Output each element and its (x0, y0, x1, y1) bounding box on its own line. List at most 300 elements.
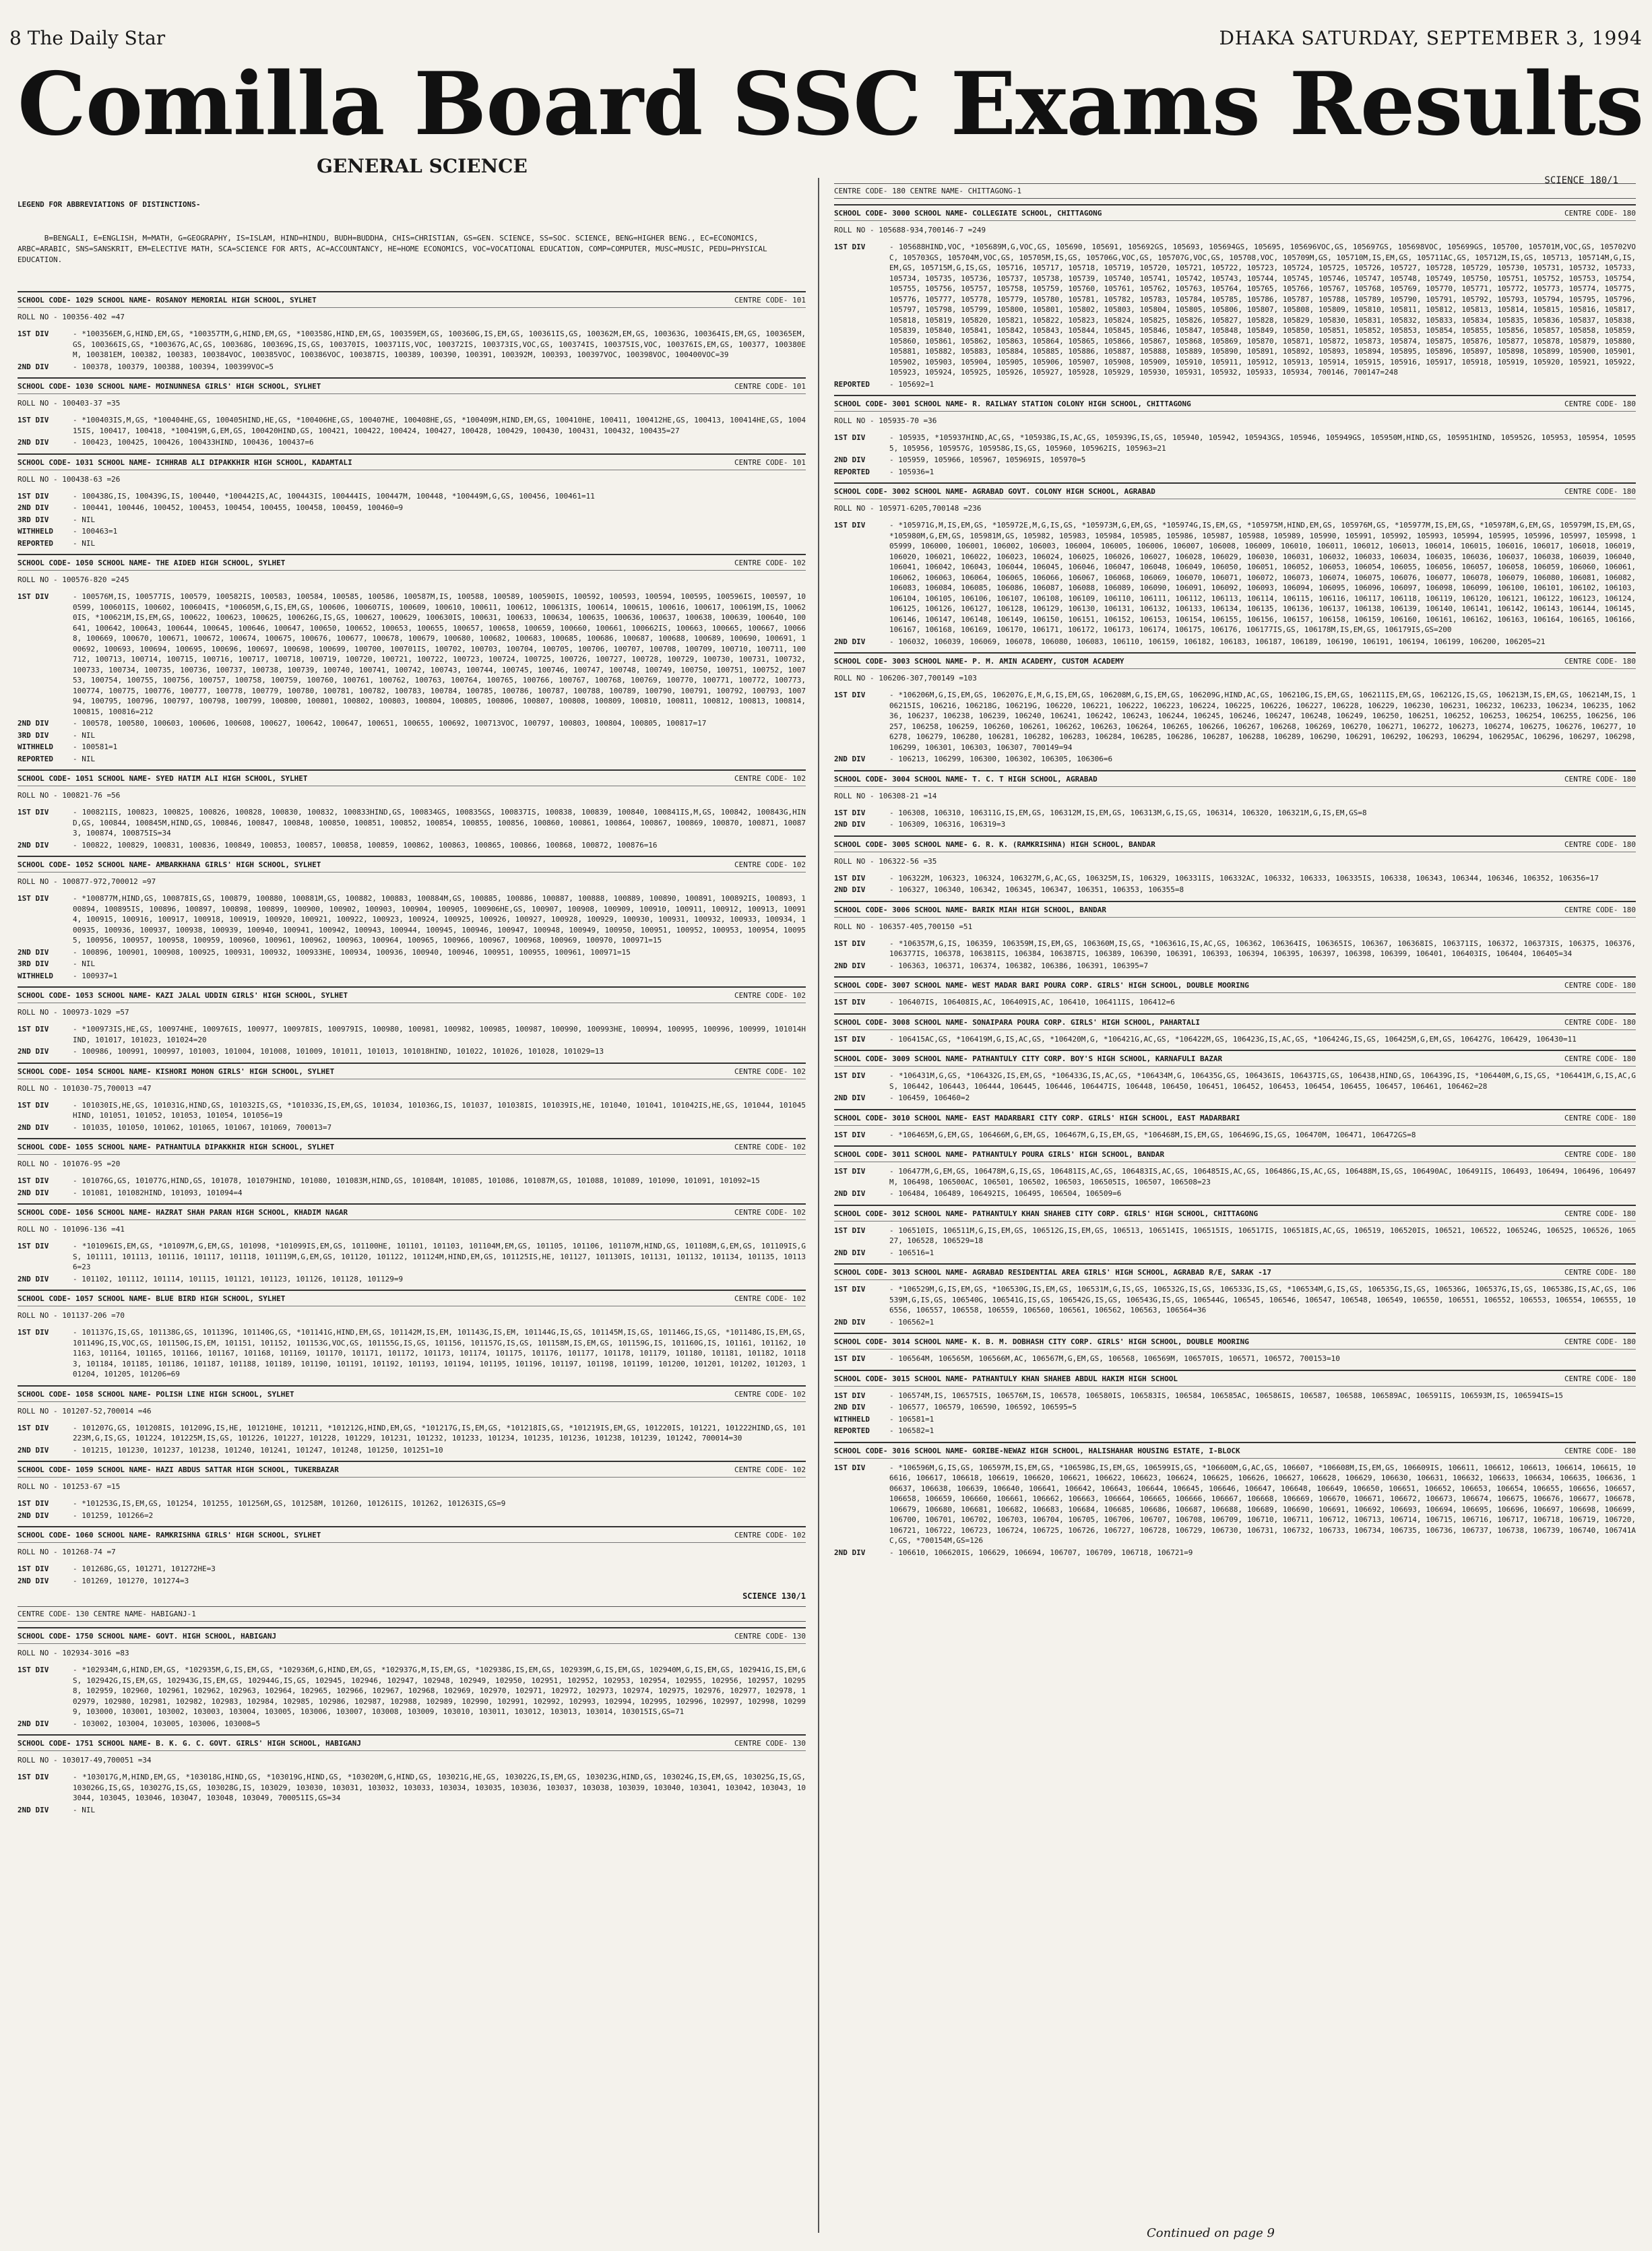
division-label: 1ST DIV (834, 1071, 866, 1080)
school-block (18, 986, 806, 1057)
centre-code: CENTRE CODE- 102 (734, 1531, 806, 1540)
school-header (18, 1138, 806, 1155)
division-rolls: - 101269, 101270, 101274=3 (73, 1576, 189, 1585)
division-rolls: - 106510IS, 106511M,G,IS,EM,GS, 106512G,IS,EM,GS, 106513, 106514IS, 106515IS, 106517IS, 106518IS,AC,GS, 106519, 106520IS, 106521, 106522, 106524G, 106525, 106526, 106527, 106528, 106529=18 (889, 1226, 1636, 1245)
division-label: 1ST DIV (18, 1242, 49, 1250)
division-label: 1ST DIV (18, 1328, 49, 1337)
division-rolls: - 100438G,IS, 100439G,IS, 100440, *100442IS,AC, 100443IS, 100444IS, 100447M, 100448, *100449M,G,GS, 100456, 100461=11 (73, 491, 595, 501)
division-row (834, 520, 1636, 635)
division-row (834, 1034, 1636, 1045)
division-rolls: - *100973IS,HE,GS, 100974HE, 100976IS, 100977, 100978IS, 100979IS, 100980, 100981, 100982, 100985, 100987, 100990, 100993HE, 100994, 100995, 100996, 100999, 101014HIND, 101017, 101023, 101024=20 (73, 1025, 806, 1044)
page-title: Comilla Board SSC Exams Results (18, 54, 1644, 155)
division-label: 2ND DIV (834, 637, 866, 646)
division-label: 1ST DIV (834, 433, 866, 442)
centre-code: CENTRE CODE- 180 (1564, 1113, 1636, 1122)
division-label: 3RD DIV (18, 959, 49, 968)
division-label: WITHHELD (18, 971, 53, 980)
division-row (834, 885, 1636, 895)
roll-range: ROLL NO - 106357-405,700150 =51 (834, 922, 973, 931)
division-row (834, 1426, 1636, 1436)
school-header (18, 453, 806, 470)
centre-code: CENTRE CODE- 180 (1564, 905, 1636, 914)
division-rolls: - 101215, 101230, 101237, 101238, 101240, 101241, 101247, 101248, 101250, 101251=10 (73, 1445, 443, 1455)
school-block (834, 1109, 1636, 1141)
school-block (18, 1461, 806, 1521)
school-header (834, 1263, 1636, 1280)
roll-range: ROLL NO - 100973-1029 =57 (18, 1008, 129, 1017)
division-rolls: - 105959, 105966, 105967, 105969IS, 105970=5 (889, 455, 1086, 464)
division-row (834, 455, 1636, 466)
division-row (18, 730, 806, 741)
centre-code: CENTRE CODE- 102 (734, 1208, 806, 1217)
centre-code: CENTRE CODE- 180 (1564, 1337, 1636, 1346)
division-row (18, 1188, 806, 1199)
division-row (18, 362, 806, 373)
school-name: SCHOOL CODE- 3005 SCHOOL NAME- G. R. K. (RAMKRISHNA) HIGH SCHOOL, BANDAR (834, 839, 1155, 849)
division-rolls: - 106516=1 (889, 1248, 934, 1257)
division-rolls: - 101207G,GS, 101208IS, 101209G,IS,HE, 101210HE, 101211, *101212G,HIND,EM,GS, *101217G,IS,EM,GS, *101218IS,GS, *101219IS,EM,GS, 101220IS, 101221, 101222HIND,GS, 101223M,G,IS,GS, 101224, 101225M,IS,GS, 101226, 101227, 101228, 101229, 101231, 101232, 101233, 101234, 101235, 101236, 101238, 101239, 101242, 700014=30 (73, 1423, 806, 1442)
division-label: 1ST DIV (18, 1773, 49, 1781)
section-tag: SCIENCE 180/1 (1544, 175, 1618, 186)
school-block (18, 453, 806, 549)
centre-header-right: CENTRE CODE- 180 CENTRE NAME- CHITTAGONG-1 (834, 183, 1636, 199)
school-header (834, 1442, 1636, 1459)
division-row (18, 1445, 806, 1456)
centre-code: CENTRE CODE- 102 (734, 774, 806, 783)
centre-code: CENTRE CODE- 180 (1564, 1209, 1636, 1218)
division-label: 1ST DIV (18, 416, 49, 424)
centre-code: CENTRE CODE- 180 (1564, 839, 1636, 849)
centre-code: CENTRE CODE- 102 (734, 1067, 806, 1076)
division-label: 2ND DIV (834, 755, 866, 763)
division-rolls: - *101096IS,EM,GS, *101097M,G,EM,GS, 101098, *101099IS,EM,GS, 101100HE, 101101, 101103, 101104M,EM,GS, 101105, 101106, 101107M,HIND,GS, 101108M,G,EM,GS, 101109IS,GS, 101111, 101113, 101116, 101117, 101118, 101119M,G,EM,GS, 101120, 101122, 101124M,HIND,EM,GS, 101125IS,HE, 101127, 101130IS, 101131, 101132, 101134, 101135, 101136=23 (73, 1242, 806, 1271)
division-rolls: - *106357M,G,IS, 106359, 106359M,IS,EM,GS, 106360M,IS,GS, *106361G,IS,AC,GS, 106362, 106364IS, 106365IS, 106367, 106368IS, 106371IS, 106372, 106373IS, 106375, 106376, 106377IS, 106378, 106381IS, 106384, 106387IS, 106389, 106390, 106391, 106393, 106394, 106395, 106397, 106398, 106399, 106401, 106403IS, 106404, 106405=34 (889, 939, 1636, 958)
division-label: WITHHELD (18, 742, 53, 751)
division-row (18, 1576, 806, 1587)
division-rolls: - 100896, 100901, 100908, 100925, 100931, 100932, 100933HE, 100934, 100936, 100940, 100946, 100951, 100955, 100961, 100971=15 (73, 947, 631, 957)
school-block (834, 1263, 1636, 1327)
division-label: 1ST DIV (834, 1285, 866, 1294)
division-rolls: - 103002, 103004, 103005, 103006, 103008=5 (73, 1719, 261, 1728)
page-number-logo: 8 The Daily Star (9, 27, 166, 49)
division-row (834, 467, 1636, 478)
division-label: 2ND DIV (18, 1188, 49, 1197)
division-row (834, 939, 1636, 959)
division-rolls: - NIL (73, 754, 96, 763)
school-name: SCHOOL CODE- 3013 SCHOOL NAME- AGRABAD RESIDENTIAL AREA GIRLS' HIGH SCHOOL, AGRABAD R/E, SARAK -17 (834, 1268, 1272, 1277)
division-rolls: - NIL (73, 538, 96, 548)
school-block (834, 482, 1636, 647)
division-rolls: - 106562=1 (889, 1317, 934, 1327)
school-block (18, 1734, 806, 1815)
division-row (834, 690, 1636, 753)
roll-range: ROLL NO - 105971-6205,700148 =236 (834, 504, 982, 513)
division-row (18, 947, 806, 958)
division-row (18, 1327, 806, 1380)
division-row (834, 1130, 1636, 1141)
division-rolls: - 100423, 100425, 100426, 100433HIND, 100436, 100437=6 (73, 438, 314, 447)
division-label: 3RD DIV (18, 515, 49, 524)
division-label: 1ST DIV (834, 521, 866, 530)
roll-range: ROLL NO - 101268-74 =7 (18, 1548, 116, 1556)
division-row (834, 1463, 1636, 1546)
school-name: SCHOOL CODE- 3004 SCHOOL NAME- T. C. T HIGH SCHOOL, AGRABAD (834, 774, 1098, 784)
division-label: 1ST DIV (834, 939, 866, 948)
school-block (834, 1145, 1636, 1199)
school-block (18, 1290, 806, 1380)
division-label: 2ND DIV (834, 820, 866, 829)
school-header (18, 1385, 806, 1402)
division-row (18, 893, 806, 946)
school-header (834, 204, 1636, 221)
division-label: 2ND DIV (18, 840, 49, 850)
centre-code: CENTRE CODE- 102 (734, 860, 806, 869)
division-rolls: - 105692=1 (889, 379, 934, 389)
division-rolls: - 106032, 106039, 106069, 106078, 106080, 106083, 106110, 106159, 106182, 106183, 106187, 106189, 106190, 106191, 106194, 106199, 106200, 106205=21 (889, 637, 1546, 646)
division-rolls: - *106465M,G,EM,GS, 106466M,G,EM,GS, 106467M,G,IS,EM,GS, *106468M,IS,EM,GS, 106469G,IS,GS, 106470M, 106471, 106472GS=8 (889, 1130, 1416, 1139)
school-name: SCHOOL CODE- 1055 SCHOOL NAME- PATHANTULA DIPAKKHIR HIGH SCHOOL, SYLHET (18, 1143, 335, 1151)
school-header (834, 1013, 1636, 1030)
division-label: 1ST DIV (18, 1176, 49, 1185)
division-label: 2ND DIV (18, 947, 49, 957)
division-rolls: - 106363, 106371, 106374, 106382, 106386, 106391, 106395=7 (889, 961, 1149, 970)
school-block (834, 1442, 1636, 1558)
school-header (18, 1526, 806, 1543)
division-rolls: - 101030IS,HE,GS, 101031G,HIND,GS, 101032IS,GS, *101033G,IS,EM,GS, 101034, 101036G,IS, 101037, 101038IS, 101039IS,HE, 101040, 101041, 101042IS,HE,GS, 101044, 101045HIND, 101051, 101052, 101053, 101054, 101056=19 (73, 1100, 806, 1120)
school-name: SCHOOL CODE- 1060 SCHOOL NAME- RAMKRISHNA GIRLS' HIGH SCHOOL, SYLHET (18, 1531, 321, 1540)
results-list (18, 291, 806, 1586)
division-rolls: - 106610, 106620IS, 106629, 106694, 106707, 106709, 106718, 106721=9 (889, 1548, 1193, 1557)
school-block (834, 835, 1636, 895)
school-name: SCHOOL CODE- 1052 SCHOOL NAME- AMBARKHANA GIRLS' HIGH SCHOOL, SYLHET (18, 860, 321, 869)
division-rolls: - 100441, 100446, 100452, 100453, 100454, 100455, 100458, 100459, 100460=9 (73, 503, 404, 512)
division-label: 1ST DIV (18, 1423, 49, 1432)
roll-range: ROLL NO - 100356-402 =47 (18, 313, 125, 321)
division-row (834, 1414, 1636, 1425)
school-block (834, 1205, 1636, 1259)
division-label: 2ND DIV (18, 1445, 49, 1455)
centre-code: CENTRE CODE- 180 (1564, 1446, 1636, 1455)
division-row (18, 1122, 806, 1133)
division-row (18, 1719, 806, 1730)
school-header (834, 976, 1636, 993)
centre-code: CENTRE CODE- 101 (734, 457, 806, 467)
school-header (18, 986, 806, 1003)
division-label: 2ND DIV (834, 455, 866, 464)
school-name: SCHOOL CODE- 1054 SCHOOL NAME- KISHORI MOHON GIRLS' HIGH SCHOOL, SYLHET (18, 1067, 335, 1076)
section-tag-2: SCIENCE 130/1 (742, 1591, 806, 1601)
division-label: 1ST DIV (18, 592, 49, 601)
division-label: 1ST DIV (18, 1025, 49, 1034)
school-name: SCHOOL CODE- 3012 SCHOOL NAME- PATHANTULY KHAN SHAHEB CITY CORP. GIRLS' HIGH SCHOOL, CHITTAGONG (834, 1209, 1259, 1218)
results-list-right (834, 204, 1636, 1558)
centre-code: CENTRE CODE- 180 (1564, 1054, 1636, 1063)
centre-code: CENTRE CODE- 180 (1564, 1017, 1636, 1027)
centre-code: CENTRE CODE- 101 (734, 296, 806, 305)
school-name: SCHOOL CODE- 3007 SCHOOL NAME- WEST MADAR BARI POURA CORP. GIRLS' HIGH SCHOOL, DOUBLE MOORING (834, 981, 1249, 990)
school-header (834, 1145, 1636, 1162)
roll-range: ROLL NO - 106322-56 =35 (834, 856, 937, 866)
school-name: SCHOOL CODE- 3000 SCHOOL NAME- COLLEGIATE SCHOOL, CHITTAGONG (834, 209, 1102, 218)
school-name: SCHOOL CODE- 1058 SCHOOL NAME- POLISH LINE HIGH SCHOOL, SYLHET (18, 1389, 294, 1399)
division-row (18, 1274, 806, 1285)
division-row (18, 415, 806, 436)
division-label: 1ST DIV (18, 1666, 49, 1674)
division-rolls: - 100822, 100829, 100831, 100836, 100849, 100853, 100857, 100858, 100859, 100862, 100863, 100865, 100866, 100868, 100872, 100876=16 (73, 840, 658, 850)
division-rolls: - 101076G,GS, 101077G,HIND,GS, 101078, 101079HIND, 101080, 101083M,HIND,GS, 101084M, 101085, 101086, 101087M,GS, 101088, 101089, 101090, 101091, 101092=15 (73, 1176, 760, 1185)
division-row (18, 1498, 806, 1509)
school-block (18, 1063, 806, 1133)
division-label: REPORTED (834, 379, 870, 389)
division-label: 1ST DIV (834, 1354, 866, 1363)
division-row (18, 718, 806, 729)
centre-code: CENTRE CODE- 102 (734, 1143, 806, 1151)
school-header (18, 856, 806, 873)
division-rolls: - 106574M,IS, 106575IS, 106576M,IS, 106578, 106580IS, 106583IS, 106584, 106585AC, 106586IS, 106587, 106588, 106589AC, 106591IS, 106593M,IS, 106594IS=15 (889, 1391, 1564, 1400)
division-label: 1ST DIV (834, 873, 866, 883)
division-rolls: - 105935, *105937HIND,AC,GS, *105938G,IS,AC,GS, 105939G,IS,GS, 105940, 105942, 105943GS, 105946, 105949GS, 105950M,HIND,GS, 105951HIND, 105952G, 105953, 105954, 105955, 105956, 105957G, 105958G,IS,GS, 105960, 105962IS, 105963=21 (889, 433, 1636, 453)
division-label: WITHHELD (834, 1414, 870, 1424)
school-header (18, 769, 806, 786)
division-row (18, 1046, 806, 1057)
school-block (834, 1333, 1636, 1364)
division-label: 2ND DIV (18, 1719, 49, 1728)
school-name: SCHOOL CODE- 1053 SCHOOL NAME- KAZI JALAL UDDIN GIRLS' HIGH SCHOOL, SYLHET (18, 991, 348, 1000)
division-row (834, 1402, 1636, 1413)
division-rolls: - 100937=1 (73, 971, 118, 980)
school-name: SCHOOL CODE- 1750 SCHOOL NAME- GOVT. HIGH SCHOOL, HABIGANJ (18, 1632, 277, 1641)
division-label: 1ST DIV (834, 808, 866, 817)
school-name: SCHOOL CODE- 3001 SCHOOL NAME- R. RAILWAY STATION COLONY HIGH SCHOOL, CHITTAGONG (834, 400, 1191, 408)
division-label: 2ND DIV (18, 503, 49, 512)
school-block (18, 377, 806, 448)
division-rolls: - 101102, 101112, 101114, 101115, 101121, 101123, 101126, 101128, 101129=9 (73, 1274, 404, 1283)
school-block (18, 1138, 806, 1198)
division-rolls: - *101253G,IS,EM,GS, 101254, 101255, 101256M,GS, 101258M, 101260, 101261IS, 101262, 101263IS,GS=9 (73, 1499, 506, 1508)
school-header (834, 652, 1636, 669)
school-block (18, 1526, 806, 1586)
division-row (834, 1226, 1636, 1246)
school-name: SCHOOL CODE- 3006 SCHOOL NAME- BARIK MIAH HIGH SCHOOL, BANDAR (834, 905, 1106, 914)
division-row (18, 840, 806, 851)
division-rolls: - 101268G,GS, 101271, 101272HE=3 (73, 1564, 216, 1573)
division-label: 1ST DIV (834, 1130, 866, 1139)
centre-code: CENTRE CODE- 102 (734, 991, 806, 1000)
roll-range: ROLL NO - 101207-52,700014 =46 (18, 1406, 152, 1416)
school-header (18, 1461, 806, 1478)
division-row (834, 997, 1636, 1008)
division-label: 2ND DIV (18, 1511, 49, 1520)
school-block (834, 1370, 1636, 1436)
centre-code: CENTRE CODE- 180 (1564, 657, 1636, 666)
division-row (18, 1772, 806, 1804)
division-row (18, 1176, 806, 1186)
centre-code: CENTRE CODE- 180 (1564, 487, 1636, 496)
division-rolls: - 101081, 101082HIND, 101093, 101094=4 (73, 1188, 243, 1197)
school-header (18, 1063, 806, 1079)
school-block (18, 1385, 806, 1456)
roll-range: ROLL NO - 105935-70 =36 (834, 416, 937, 425)
division-label: 1ST DIV (18, 491, 49, 501)
division-row (834, 1391, 1636, 1401)
division-label: REPORTED (834, 467, 870, 476)
division-label: 2ND DIV (834, 1093, 866, 1102)
centre-code: CENTRE CODE- 130 (734, 1632, 806, 1641)
school-header (834, 1205, 1636, 1222)
school-header (18, 554, 806, 571)
division-row (834, 1093, 1636, 1104)
school-header (834, 1333, 1636, 1350)
school-name: SCHOOL CODE- 3011 SCHOOL NAME- PATHANTULY POURA GIRLS' HIGH SCHOOL, BANDAR (834, 1150, 1165, 1159)
division-row (834, 242, 1636, 378)
division-rolls: - 105936=1 (889, 467, 934, 476)
school-header (18, 291, 806, 308)
school-name: SCHOOL CODE- 1030 SCHOOL NAME- MOINUNNESA GIRLS' HIGH SCHOOL, SYLHET (18, 382, 321, 391)
division-label: REPORTED (18, 538, 53, 548)
centre-code: CENTRE CODE- 180 (1564, 1374, 1636, 1383)
roll-range: ROLL NO - 100877-972,700012 =97 (18, 877, 156, 886)
centre-code: CENTRE CODE- 130 (734, 1739, 806, 1748)
division-rolls: - 106213, 106299, 106300, 106302, 106305, 106306=6 (889, 755, 1113, 763)
roll-range: ROLL NO - 100821-76 =56 (18, 791, 121, 800)
division-rolls: - NIL (73, 1805, 96, 1814)
division-row (834, 961, 1636, 972)
division-row (18, 1241, 806, 1273)
division-label: 2ND DIV (18, 1122, 49, 1132)
school-name: SCHOOL CODE- 3002 SCHOOL NAME- AGRABAD GOVT. COLONY HIGH SCHOOL, AGRABAD (834, 487, 1155, 496)
results-list-2 (18, 1627, 806, 1815)
division-row (834, 1166, 1636, 1187)
division-label: 1ST DIV (834, 1034, 866, 1044)
division-row (18, 538, 806, 549)
division-row (18, 1511, 806, 1521)
school-header (834, 1370, 1636, 1387)
division-label: 2ND DIV (834, 1317, 866, 1327)
division-label: 1ST DIV (18, 894, 49, 903)
centre-code: CENTRE CODE- 180 (1564, 981, 1636, 990)
division-rolls: - 106581=1 (889, 1414, 934, 1424)
roll-range: ROLL NO - 100403-37 =35 (18, 399, 121, 408)
division-row (834, 1354, 1636, 1364)
centre-code: CENTRE CODE- 101 (734, 382, 806, 391)
school-header (834, 835, 1636, 852)
division-row (18, 329, 806, 360)
school-header (18, 1734, 806, 1751)
division-rolls: - 106415AC,GS, *106419M,G,IS,AC,GS, *106420M,G, *106421G,AC,GS, *106422M,GS, 106423G,IS,AC,GS, *106424G,IS,GS, 106425M,G,EM,GS, 106427G, 106429, 106430=11 (889, 1034, 1577, 1044)
division-row (834, 1284, 1636, 1316)
dateline: DHAKA SATURDAY, SEPTEMBER 3, 1994 (1219, 27, 1643, 49)
division-rolls: - NIL (73, 515, 96, 524)
division-rolls: - 106308, 106310, 106311G,IS,EM,GS, 106312M,IS,EM,GS, 106313M,G,IS,GS, 106314, 106320, 106321M,G,IS,EM,GS=8 (889, 808, 1367, 817)
school-block (834, 652, 1636, 765)
division-label: 1ST DIV (834, 1463, 866, 1472)
column-divider (818, 178, 819, 2233)
division-row (834, 873, 1636, 884)
division-row (18, 742, 806, 753)
division-label: 1ST DIV (834, 1391, 866, 1400)
division-row (834, 1071, 1636, 1091)
division-rolls: - 106484, 106489, 106492IS, 106495, 106504, 106509=6 (889, 1189, 1122, 1198)
school-name: SCHOOL CODE- 1050 SCHOOL NAME- THE AIDED HIGH SCHOOL, SYLHET (18, 559, 286, 567)
division-rolls: - 106577, 106579, 106590, 106592, 106595=5 (889, 1403, 1077, 1412)
division-rolls: - *100403IS,M,GS, *100404HE,GS, 100405HIND,HE,GS, *100406HE,GS, 100407HE, 100408HE,GS, *100409M,HIND,EM,GS, 100410HE, 100411, 100412HE,GS, 100413, 100414HE,GS, 100415IS, 100417, 100418, *100419M,G,EM,GS, 100420HIND,GS, 100421, 100422, 100424, 100427, 100428, 100429, 100430, 100431, 100432, 100435=27 (73, 416, 806, 435)
division-label: 1ST DIV (18, 1100, 49, 1110)
centre-code: CENTRE CODE- 180 (1564, 209, 1636, 218)
division-label: 1ST DIV (834, 1167, 866, 1176)
division-row (18, 1564, 806, 1575)
division-label: 2ND DIV (834, 1248, 866, 1257)
division-row (834, 1248, 1636, 1259)
division-rolls: - 106564M, 106565M, 106566M,AC, 106567M,G,EM,GS, 106568, 106569M, 106570IS, 106571, 106572, 700153=10 (889, 1354, 1340, 1363)
division-row (18, 515, 806, 526)
school-header (18, 1627, 806, 1644)
division-row (18, 754, 806, 765)
division-rolls: - *106206M,G,IS,EM,GS, 106207G,E,M,G,IS,EM,GS, 106208M,G,IS,EM,GS, 106209G,HIND,AC,GS, 106210G,IS,EM,GS, 106211IS,EM,GS, 106212G,IS,GS, 106213M,IS,EM,GS, 106214M,IS, 106215IS, 106216, 106218G, 106219G, 106220, 106221, 106222, 106223, 106224, 106225, 106226, 106227, 106228, 106229, 106230, 106231, 106232, 106233, 106234, 106235, 106236, 106237, 106238, 106239, 106240, 106241, 106242, 106243, 106244, 106245, 106246, 106247, 106248, 106249, 106250, 106251, 106252, 106253, 106254, 106255, 106256, 106257, 106258, 106259, 106260, 106261, 106262, 106263, 106264, 106265, 106266, 106267, 106268, 106269, 106270, 106271, 106272, 106273, 106274, 106275, 106276, 106277, 106278, 106279, 106280, 106281, 106282, 106283, 106284, 106285, 106286, 106287, 106288, 106289, 106290, 106291, 106292, 106293, 106294, 106295AC, 106296, 106297, 106298, 106299, 106301, 106303, 106307, 700149=94 (889, 691, 1636, 752)
school-name: SCHOOL CODE- 3009 SCHOOL NAME- PATHANTULY CITY CORP. BOY'S HIGH SCHOOL, KARNAFULI BAZAR (834, 1054, 1223, 1063)
division-label: 2ND DIV (18, 719, 49, 728)
school-block (18, 1203, 806, 1284)
division-rolls: - 100578, 100580, 100603, 100606, 100608, 100627, 100642, 100647, 100651, 100655, 100692, 100713VOC, 100797, 100803, 100804, 100805, 100817=17 (73, 719, 707, 728)
school-name: SCHOOL CODE- 3003 SCHOOL NAME- P. M. AMIN ACADEMY, CUSTOM ACADEMY (834, 657, 1124, 666)
school-name: SCHOOL CODE- 1751 SCHOOL NAME- B. K. G. C. GOVT. GIRLS' HIGH SCHOOL, HABIGANJ (18, 1739, 361, 1748)
school-header (834, 770, 1636, 787)
school-block (18, 1627, 806, 1729)
continued-note: Continued on page 9 (1146, 2226, 1275, 2240)
centre-code: CENTRE CODE- 180 (1564, 1150, 1636, 1159)
division-rolls: - 100821IS, 100823, 100825, 100826, 100828, 100830, 100832, 100833HIND,GS, 100834GS, 100835GS, 100837IS, 100838, 100839, 100840, 100841IS,M,GS, 100842, 100843G,HIND,GS, 100844, 100845M,HIND,GS, 100846, 100847, 100848, 100850, 100851, 100852, 100854, 100855, 100856, 100860, 100861, 100864, 100867, 100869, 100870, 100871, 100873, 100874, 100875IS=34 (73, 808, 806, 837)
roll-range: ROLL NO - 101253-67 =15 (18, 1482, 121, 1491)
division-row (18, 1100, 806, 1121)
division-row (18, 526, 806, 537)
division-label: 2ND DIV (18, 1274, 49, 1283)
division-label: 2ND DIV (834, 1403, 866, 1412)
centre-code: CENTRE CODE- 180 (1564, 774, 1636, 784)
school-name: SCHOOL CODE- 1059 SCHOOL NAME- HAZI ABDUS SATTAR HIGH SCHOOL, TUKERBAZAR (18, 1465, 339, 1474)
school-header (18, 1290, 806, 1306)
division-label: 2ND DIV (834, 1189, 866, 1198)
division-label: 2ND DIV (834, 1548, 866, 1557)
division-rolls: - 101259, 101266=2 (73, 1511, 154, 1520)
roll-range: ROLL NO - 100438-63 =26 (18, 474, 121, 484)
legend-body: B=BENGALI, E=ENGLISH, M=MATH, G=GEOGRAPHY, IS=ISLAM, HIND=HINDU, BUDH=BUDDHA, CHIS=CHRISTIAN, GS=GEN. SCIENCE, SS=SOC. SCIENCE, BENG=HIGHER BENG., EC=ECONOMICS, ARBC=ARABIC, SNS=SANSKRIT, EM=ELECTIVE MATH, SCA=SCIENCE FOR ARTS, AC=ACCOUNTANCY, HE=HOME ECONOMICS, VOC=VOCATIONAL EDUCATION, COMP=COMPUTER, MUSC=MUSIC, PEDU=PHYSICAL EDUCATION. (18, 234, 772, 264)
division-rolls: - 106407IS, 106408IS,AC, 106409IS,AC, 106410, 106411IS, 106412=6 (889, 998, 1175, 1007)
centre-code: CENTRE CODE- 102 (734, 1465, 806, 1474)
division-rolls: - 106582=1 (889, 1426, 934, 1435)
roll-range: ROLL NO - 102934-3016 =83 (18, 1649, 129, 1657)
division-label: 1ST DIV (18, 1499, 49, 1508)
division-label: 2ND DIV (834, 885, 866, 894)
school-header (834, 482, 1636, 499)
division-label: 2ND DIV (18, 1047, 49, 1056)
school-name: SCHOOL CODE- 3016 SCHOOL NAME- GORIBE-NEWAZ HIGH SCHOOL, HALISHAHAR HOUSING ESTATE, I-BLOCK (834, 1446, 1240, 1455)
centre-code: CENTRE CODE- 102 (734, 559, 806, 567)
division-row (18, 437, 806, 448)
division-rolls: - *100356EM,G,HIND,EM,GS, *100357TM,G,HIND,EM,GS, *100358G,HIND,EM,GS, 100359EM,GS, 100360G,IS,EM,GS, 100361IS,GS, 100362M,EM,GS, 100363G, 100364IS,EM,GS, 100365EM,GS, 100366IS,GS, *100367G,AC,GS, 100368G, 100369G,IS,GS, 100370IS, 100371IS,VOC, 100372IS, 100373IS,VOC,GS, 100374IS, 100375IS,VOC, 100376IS,EM,GS, 100377, 100380EM, 100381EM, 100382, 100383, 100384VOC, 100385VOC, 100386VOC, 100387IS, 100389, 100390, 100391, 100392M, 100393, 100397VOC, 100398VOC, 100400VOC=39 (73, 329, 806, 359)
school-header (18, 377, 806, 394)
school-block (18, 291, 806, 372)
centre-code: CENTRE CODE- 102 (734, 1294, 806, 1303)
division-rolls: - 105688HIND,VOC, *105689M,G,VOC,GS, 105690, 105691, 105692GS, 105693, 105694GS, 105695, 105696VOC,GS, 105697GS, 105698VOC, 105699GS, 105700, 105701M,VOC,GS, 105702VOC, 105703GS, 105704M,VOC,GS, 105705M,IS,GS, 105706G,VOC,GS, 105707G,VOC,GS, 105708,VOC, 105709M,GS, 105710M,IS,EM,GS, 105711AC,GS, 105712M,IS,GS, 105713, 105714M,G,IS,EM,GS, 105715M,G,IS,GS, 105716, 105717, 105718, 105719, 105720, 105721, 105722, 105723, 105724, 105725, 105726, 105727, 105728, 105729, 105730, 105731, 105732, 105733, 105734, 105735, 105736, 105737, 105738, 105739, 105740, 105741, 105742, 105743, 105744, 105745, 105746, 105747, 105748, 105749, 105750, 105751, 105752, 105753, 105754, 105755, 105756, 105757, 105758, 105759, 105760, 105761, 105762, 105763, 105764, 105765, 105766, 105767, 105768, 105769, 105770, 105771, 105772, 105773, 105774, 105775, 105776, 105777, 105778, 105779, 105780, 105781, 105782, 105783, 105784, 105785, 105786, 105787, 105788, 105789, 105790, 105791, 105792, 105793, 105794, 105795, 105796, 105797, 105798, 105799, 105800, 105801, 105802, 105803, 105804, 105805, 105806, 105807, 105808, 105809, 105810, 105811, 105812, 105813, 105814, 105815, 105816, 105817, 105818, 105819, 105820, 105821, 105822, 105823, 105824, 105825, 105826, 105827, 105828, 105829, 105830, 105831, 105832, 105833, 105834, 105835, 105836, 105837, 105838, 105839, 105840, 105841, 105842, 105843, 105844, 105845, 105846, 105847, 105848, 105849, 105850, 105851, 105852, 105853, 105854, 105855, 105856, 105857, 105858, 105859, 105860, 105861, 105862, 105863, 105864, 105865, 105866, 105867, 105868, 105869, 105870, 105871, 105872, 105873, 105874, 105875, 105876, 105877, 105878, 105879, 105880, 105881, 105882, 105883, 105884, 105885, 105886, 105887, 105888, 105889, 105890, 105891, 105892, 105893, 105894, 105895, 105896, 105897, 105898, 105899, 105900, 105901, 105902, 105903, 105904, 105905, 105906, 105907, 105908, 105909, 105910, 105911, 105912, 105913, 105914, 105915, 105916, 105917, 105918, 105919, 105920, 105921, 105922, 105923, 105924, 105925, 105926, 105927, 105928, 105929, 105930, 105931, 105932, 105933, 105934, 700146, 700147=248 (889, 243, 1636, 377)
roll-range: ROLL NO - 101096-136 =41 (18, 1225, 125, 1234)
division-rolls: - 106477M,G,EM,GS, 106478M,G,IS,GS, 106481IS,AC,GS, 106483IS,AC,GS, 106485IS,AC,GS, 106486G,IS,AC,GS, 106488M,IS,GS, 106490AC, 106491IS, 106493, 106494, 106496, 106497M, 106498, 106500AC, 106501, 106502, 106503, 106505IS, 106507, 106508=23 (889, 1167, 1636, 1186)
division-rolls: - 101035, 101050, 101062, 101065, 101067, 101069, 700013=7 (73, 1122, 332, 1132)
division-label: 3RD DIV (18, 730, 49, 740)
division-rolls: - 100463=1 (73, 527, 118, 536)
school-name: SCHOOL CODE- 3014 SCHOOL NAME- K. B. M. DOBHASH CITY CORP. GIRLS' HIGH SCHOOL, DOUBLE MOORING (834, 1337, 1249, 1346)
right-column (834, 178, 1636, 2199)
division-label: 2ND DIV (18, 1805, 49, 1814)
division-row (18, 807, 806, 839)
